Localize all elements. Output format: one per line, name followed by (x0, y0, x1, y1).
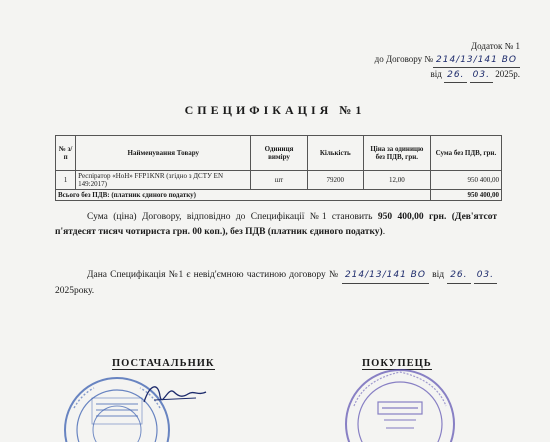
date-day-handwritten: 26. (444, 69, 467, 83)
table-total-row (56, 190, 502, 201)
cell-qty: 79200 (307, 171, 363, 190)
integral-part-paragraph: Дана Специфікація №1 є невід'ємною частиною договору № 214/13/141 BO від 26. 03. 2025року. (55, 268, 497, 299)
date-month-handwritten-2: 03. (474, 268, 497, 284)
annex-number: Додаток № 1 (471, 41, 520, 51)
buyer-label: ПОКУПЕЦЬ (362, 358, 432, 369)
specification-table (55, 135, 502, 201)
cell-name: Респіратор «HoH» FFP1KNR (згідно з ДСТУ EN 149:2017) (76, 171, 251, 190)
total-label: Всього без ПДВ: (платник єдиного податку) (56, 190, 431, 201)
specification-title: СПЕЦИФІКАЦІЯ №1 (184, 103, 366, 117)
col-header-name: Найменування Товару (76, 136, 251, 171)
table-row (56, 171, 502, 190)
annex-date-line: від 26. 03. 2025р. (375, 68, 520, 83)
cell-sum: 950 400,00 (430, 171, 501, 190)
supplier-label: ПОСТАЧАЛЬНИК (112, 358, 215, 369)
annex-header (375, 40, 520, 83)
contract-number-handwritten: 214/13/141 BO (433, 54, 520, 68)
col-header-price: Ціна за одиницю без ПДВ, грн. (363, 136, 430, 171)
annex-contract-line: до Договору № 214/13/141 BO (375, 53, 520, 68)
col-header-qty: Кількість (307, 136, 363, 171)
contract-number-handwritten-2: 214/13/141 BO (342, 268, 429, 284)
col-header-sum: Сума без ПДВ, грн. (430, 136, 501, 171)
date-day-handwritten-2: 26. (447, 268, 470, 284)
supplier-signature (140, 378, 210, 412)
col-header-number: № з/п (56, 136, 76, 171)
cell-price: 12,00 (363, 171, 430, 190)
contract-sum-paragraph: Сума (ціна) Договору, відповідно до Специфікації №1 становить 950 400,00 грн. (Дев'ятсот п'ятдесят тисяч чотириста грн. 00 коп.), без ПДВ (платник єдиного податку). (55, 212, 497, 237)
total-value: 950 400,00 (430, 190, 501, 201)
date-month-handwritten: 03. (470, 69, 493, 83)
col-header-unit: Одиниця виміру (251, 136, 307, 171)
cell-number: 1 (56, 171, 76, 190)
buyer-stamp (340, 358, 458, 442)
contract-sum-amount: 950 400,00 грн. (Дев'ятсот п'ятдесят тисяч чотириста грн. 00 коп.), без ПДВ (платник єдиного податку) (55, 212, 497, 237)
cell-unit: шт (251, 171, 307, 190)
